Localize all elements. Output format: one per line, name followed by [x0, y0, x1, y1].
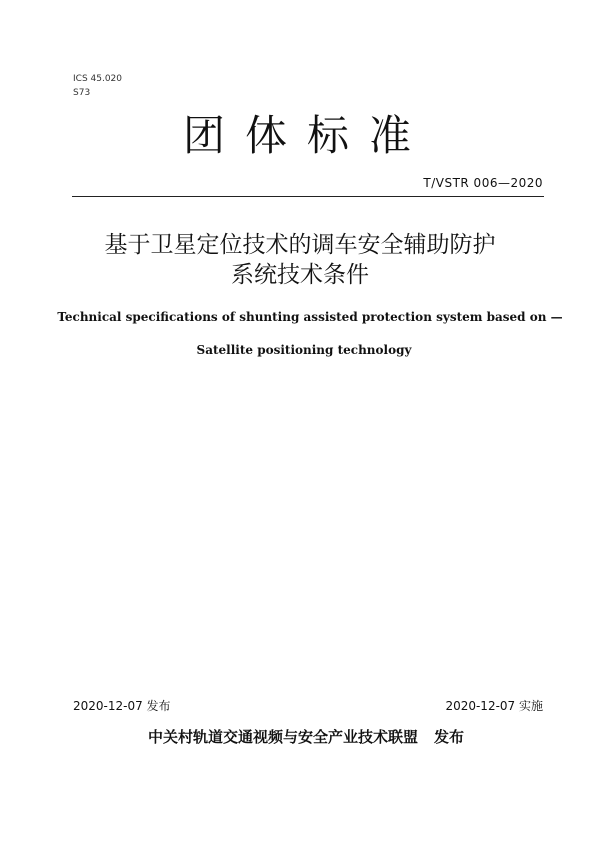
publish-date: 2020-12-07 发布	[73, 699, 171, 713]
publisher-name: 中关村轨道交通视频与安全产业技术联盟	[147, 728, 418, 746]
implement-date: 2020-12-07 实施	[445, 699, 543, 713]
class-code: S73	[73, 88, 91, 98]
chinese-title-line1: 基于卫星定位技术的调车安全辅助防护	[104, 232, 496, 258]
english-title-line1: Technical specifications of shunting assisted protection system based on —	[57, 310, 563, 324]
english-title-line2: Satellite positioning technology	[196, 343, 412, 357]
standard-number: T/VSTR 006—2020	[423, 176, 543, 190]
header-divider	[72, 196, 544, 197]
ics-code: ICS 45.020	[73, 74, 123, 84]
chinese-title-line2: 系统技术条件	[231, 262, 369, 288]
standard-type-title: 团体标准	[182, 111, 431, 160]
classification-codes	[73, 72, 122, 100]
publisher-action: 发布	[434, 728, 465, 746]
chinese-title	[0, 230, 600, 290]
publisher-line	[0, 726, 600, 747]
